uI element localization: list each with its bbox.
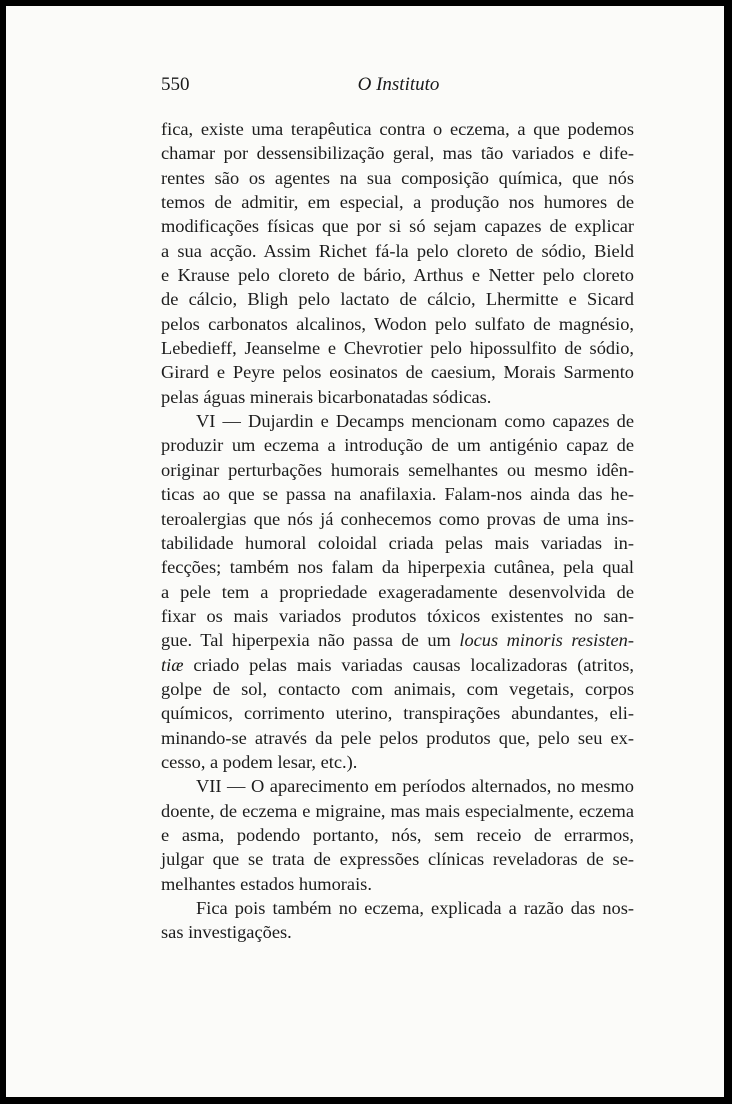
text-line: e Krause pelo cloreto de bário, Arthus e Netter pelo cloreto	[161, 265, 634, 286]
text-line: rentes são os agentes na sua composição química, que nós	[161, 167, 634, 188]
text-line: a pele tem a propriedade exageradamente desenvolvida de	[161, 581, 634, 602]
text-line: fecções; também nos falam da hiperpexia cutânea, pela qual	[161, 557, 634, 578]
text-line: tiæ criado pelas mais variadas causas localizadoras (atritos,	[161, 654, 634, 675]
text-line: químicos, corrimento uterino, transpirações abundantes, eli-	[161, 703, 634, 724]
text-line: modificações físicas que por si só sejam capazes de explicar	[161, 216, 634, 237]
text-line: fixar os mais variados produtos tóxicos existentes no san-	[161, 605, 634, 626]
text-line: tabilidade humoral coloidal criada pelas mais variadas in-	[161, 532, 634, 553]
latin-phrase: tiæ	[161, 654, 184, 675]
paragraph	[161, 117, 634, 409]
text-line: chamar por dessensibilização geral, mas tão variados e dife-	[161, 143, 634, 164]
page-number: 550	[161, 74, 190, 95]
paragraph	[161, 896, 634, 945]
text-line: originar perturbações humorais semelhantes ou mesmo idên-	[161, 459, 634, 480]
text-line: minando-se através da pele pelos produtos que, pelo seu ex-	[161, 727, 634, 748]
text-line: VI — Dujardin e Decamps mencionam como capazes de	[196, 411, 634, 432]
paragraph	[161, 409, 634, 774]
text-line: pelas águas minerais bicarbonatadas sódicas.	[161, 386, 492, 407]
text-line: Girard e Peyre pelos eosinatos de caesium, Morais Sarmento	[161, 362, 634, 383]
body-text	[161, 117, 634, 945]
paragraph	[161, 774, 634, 896]
text-line: fica, existe uma terapêutica contra o eczema, a que podemos	[161, 119, 634, 139]
text-line: e asma, podendo portanto, nós, sem receio de errarmos,	[161, 824, 634, 845]
latin-phrase: locus minoris resisten-	[459, 630, 634, 651]
text-line: ticas ao que se passa na anafilaxia. Falam-nos ainda das he-	[161, 484, 634, 505]
text-line: produzir um eczema a introdução de um antigénio capaz de	[161, 435, 634, 456]
text-line: teroalergias que nós já conhecemos como provas de uma ins-	[161, 508, 634, 529]
text-line: doente, de eczema e migraine, mas mais especialmente, eczema	[161, 800, 634, 821]
text-line: sas investigações.	[161, 922, 292, 943]
text-line: Lebedieff, Jeanselme e Chevrotier pelo hipossulfito de sódio,	[161, 338, 634, 359]
text-line: julgar que se trata de expressões clínicas reveladoras de se-	[161, 849, 634, 870]
text-line: melhantes estados humorais.	[161, 873, 372, 894]
running-title: O Instituto	[357, 74, 440, 95]
text-line: de cálcio, Bligh pelo lactato de cálcio, Lhermitte e Sicard	[161, 289, 634, 310]
text-line: pelos carbonatos alcalinos, Wodon pelo sulfato de magnésio,	[161, 313, 634, 334]
text-line: Fica pois também no eczema, explicada a razão das nos-	[196, 898, 634, 918]
page-header	[161, 74, 636, 100]
text-line: VII — O aparecimento em períodos alternados, no mesmo	[196, 776, 634, 797]
text-line: cesso, a podem lesar, etc.).	[161, 751, 358, 772]
book-page	[6, 6, 724, 1097]
text-line: golpe de sol, contacto com animais, com vegetais, corpos	[161, 678, 634, 699]
text-line: gue. Tal hiperpexia não passa de um locus minoris resisten-	[161, 630, 634, 651]
text-line: temos de admitir, em especial, a produção nos humores de	[161, 192, 634, 213]
text-line: a sua acção. Assim Richet fá-la pelo cloreto de sódio, Bield	[161, 240, 634, 261]
